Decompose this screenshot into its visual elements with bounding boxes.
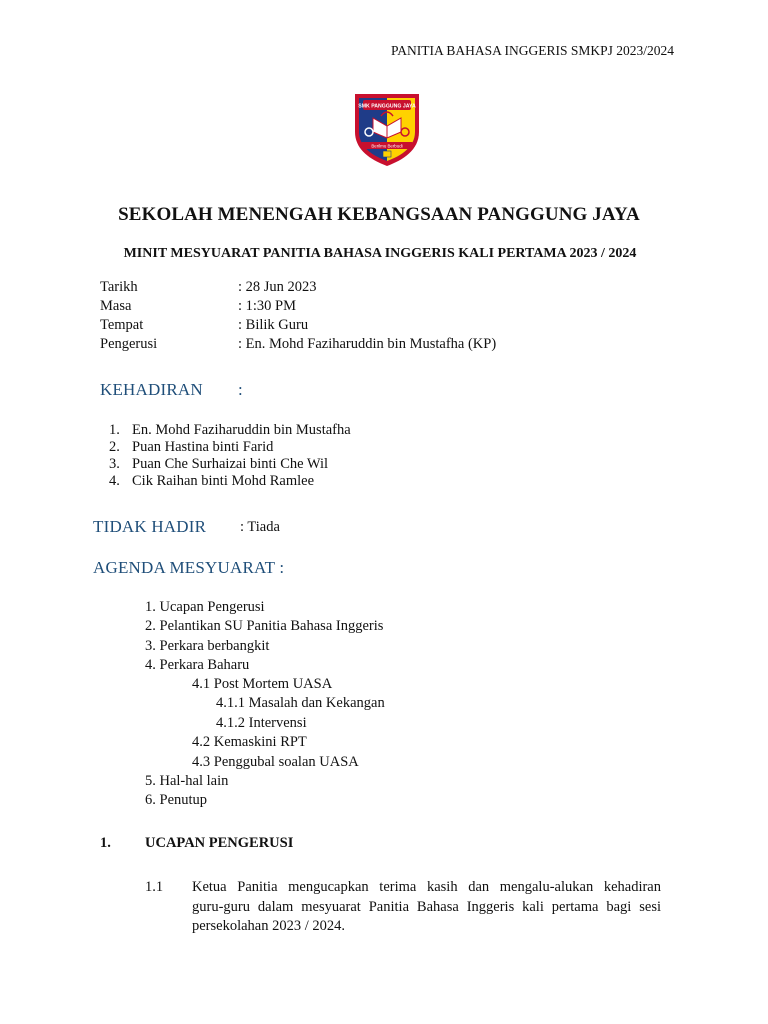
agenda-item: 1. Ucapan Pengerusi — [145, 599, 265, 615]
info-label-pengerusi: Pengerusi — [100, 336, 158, 352]
info-value-tarikh: : 28 Jun 2023 — [238, 279, 317, 295]
kehadiran-heading: KEHADIRAN — [100, 380, 203, 399]
attendee-name: Puan Hastina binti Farid — [132, 439, 274, 455]
info-value-tempat: : Bilik Guru — [238, 317, 309, 333]
agenda-item: 6. Penutup — [145, 792, 208, 808]
attendee-number: 3. — [109, 456, 120, 472]
kehadiran-colon: : — [238, 380, 243, 399]
tidak-hadir-value: : Tiada — [240, 519, 280, 535]
agenda-item: 5. Hal-hal lain — [145, 773, 229, 789]
attendee-number: 4. — [109, 473, 120, 489]
agenda-heading: AGENDA MESYUARAT : — [93, 558, 285, 577]
crest-top-text: SMK PANGGUNG JAYA — [358, 103, 416, 110]
agenda-item: 2. Pelantikan SU Panitia Bahasa Inggeris — [145, 618, 384, 634]
agenda-item: 3. Perkara berbangkit — [145, 638, 270, 654]
section-title: UCAPAN PENGERUSI — [145, 835, 294, 851]
info-value-pengerusi: : En. Mohd Faziharuddin bin Mustafha (KP) — [238, 336, 497, 352]
info-label-masa: Masa — [100, 298, 132, 314]
info-value-masa: : 1:30 PM — [238, 298, 297, 314]
agenda-subitem: 4.2 Kemaskini RPT — [192, 734, 307, 750]
attendee-number: 1. — [109, 422, 120, 438]
page-header: PANITIA BAHASA INGGERIS SMKPJ 2023/2024 — [390, 43, 674, 58]
agenda-item: 4. Perkara Baharu — [145, 657, 250, 673]
agenda-subitem: 4.3 Penggubal soalan UASA — [192, 754, 359, 770]
agenda-subitem: 4.1 Post Mortem UASA — [192, 676, 333, 692]
attendee-name: Cik Raihan binti Mohd Ramlee — [132, 473, 315, 489]
tidak-hadir-heading: TIDAK HADIR — [93, 517, 207, 536]
agenda-subsubitem: 4.1.2 Intervensi — [216, 715, 307, 731]
school-name: SEKOLAH MENENGAH KEBANGSAAN PANGGUNG JAYA — [118, 204, 640, 225]
agenda-subsubitem: 4.1.1 Masalah dan Kekangan — [216, 695, 385, 711]
crest-motto: Berilmu Berbudi — [371, 143, 403, 149]
paragraph-number: 1.1 — [145, 879, 164, 895]
minit-title: MINIT MESYUARAT PANITIA BAHASA INGGERIS KALI PERTAMA 2023 / 2024 — [123, 246, 637, 261]
attendee-name: En. Mohd Faziharuddin bin Mustafha — [132, 422, 351, 438]
attendee-name: Puan Che Surhaizai binti Che Wil — [132, 456, 329, 472]
info-label-tempat: Tempat — [100, 317, 144, 333]
paragraph-line: guru-guru dalam mesyuarat Panitia Bahasa Inggeris kali pertama bagi sesi — [192, 898, 661, 915]
section-number: 1. — [100, 835, 111, 851]
paragraph-line: Ketua Panitia mengucapkan terima kasih dan mengalu-alukan kehadiran — [192, 879, 661, 895]
attendee-number: 2. — [109, 439, 120, 455]
school-crest-logo — [347, 88, 427, 168]
paragraph-1-1 — [192, 878, 661, 937]
info-label-tarikh: Tarikh — [100, 279, 138, 295]
paragraph-line: persekolahan 2023 / 2024. — [192, 918, 346, 934]
